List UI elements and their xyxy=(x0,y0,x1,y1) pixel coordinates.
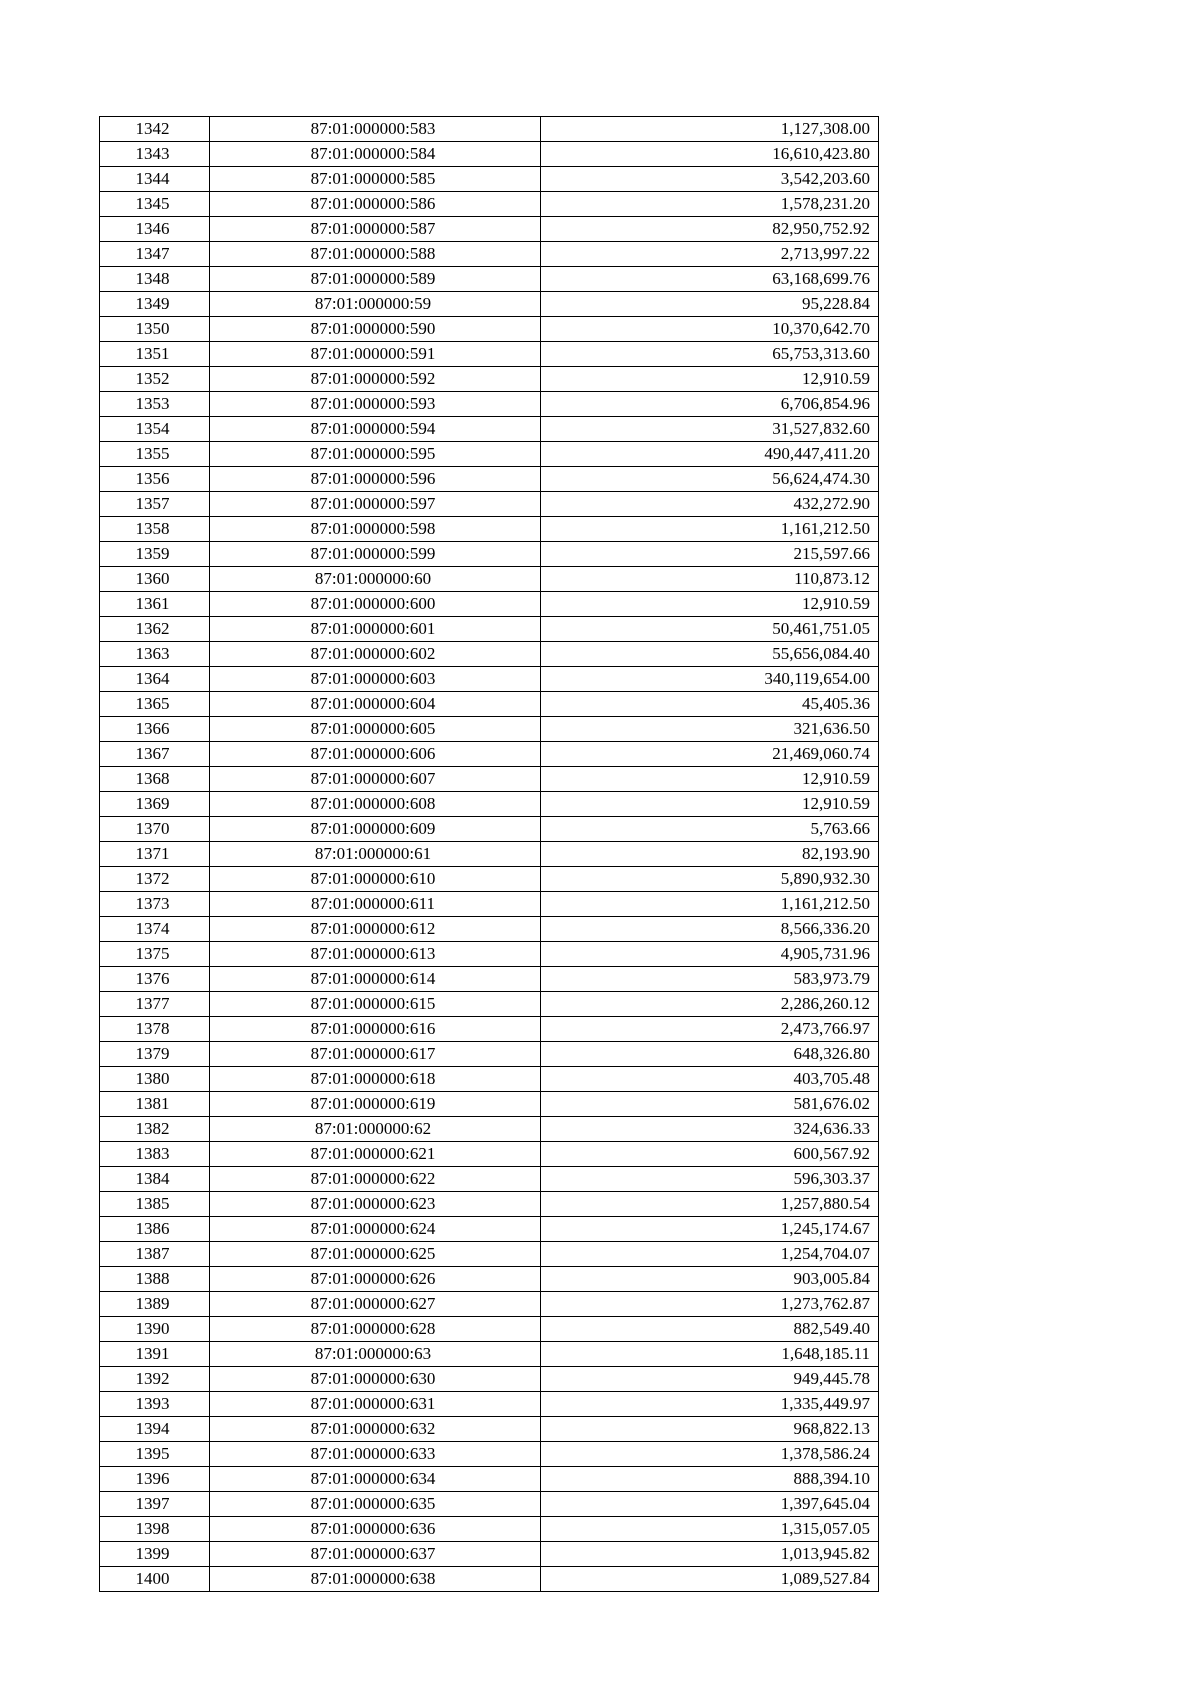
cadastral-value-cell: 6,706,854.96 xyxy=(541,392,879,417)
cadastral-value-cell: 648,326.80 xyxy=(541,1042,879,1067)
cadastral-value-cell: 21,469,060.74 xyxy=(541,742,879,767)
cadastral-number-cell: 87:01:000000:622 xyxy=(210,1167,541,1192)
row-number-cell: 1393 xyxy=(100,1392,210,1417)
cadastral-number-cell: 87:01:000000:597 xyxy=(210,492,541,517)
cadastral-number-cell: 87:01:000000:611 xyxy=(210,892,541,917)
table-row xyxy=(100,1367,879,1392)
row-number-cell: 1363 xyxy=(100,642,210,667)
cadastral-number-cell: 87:01:000000:635 xyxy=(210,1492,541,1517)
cadastral-number-cell: 87:01:000000:586 xyxy=(210,192,541,217)
cadastral-value-cell: 12,910.59 xyxy=(541,792,879,817)
row-number-cell: 1373 xyxy=(100,892,210,917)
cadastral-number-cell: 87:01:000000:627 xyxy=(210,1292,541,1317)
table-row xyxy=(100,1142,879,1167)
table-row xyxy=(100,1167,879,1192)
cadastral-value-cell: 10,370,642.70 xyxy=(541,317,879,342)
cadastral-value-cell: 56,624,474.30 xyxy=(541,467,879,492)
row-number-cell: 1343 xyxy=(100,142,210,167)
table-row xyxy=(100,492,879,517)
cadastral-value-cell: 1,273,762.87 xyxy=(541,1292,879,1317)
cadastral-value-cell: 600,567.92 xyxy=(541,1142,879,1167)
cadastral-value-cell: 110,873.12 xyxy=(541,567,879,592)
cadastral-value-cell: 2,286,260.12 xyxy=(541,992,879,1017)
cadastral-value-cell: 55,656,084.40 xyxy=(541,642,879,667)
row-number-cell: 1347 xyxy=(100,242,210,267)
cadastral-number-cell: 87:01:000000:638 xyxy=(210,1567,541,1592)
cadastral-value-cell: 1,127,308.00 xyxy=(541,117,879,142)
table-row xyxy=(100,442,879,467)
table-row xyxy=(100,117,879,142)
cadastral-number-cell: 87:01:000000:615 xyxy=(210,992,541,1017)
table-row xyxy=(100,742,879,767)
cadastral-number-cell: 87:01:000000:633 xyxy=(210,1442,541,1467)
cadastral-value-cell: 340,119,654.00 xyxy=(541,667,879,692)
table-row xyxy=(100,192,879,217)
row-number-cell: 1365 xyxy=(100,692,210,717)
cadastral-number-cell: 87:01:000000:607 xyxy=(210,767,541,792)
table-row xyxy=(100,1092,879,1117)
row-number-cell: 1378 xyxy=(100,1017,210,1042)
cadastral-value-cell: 596,303.37 xyxy=(541,1167,879,1192)
row-number-cell: 1371 xyxy=(100,842,210,867)
row-number-cell: 1370 xyxy=(100,817,210,842)
row-number-cell: 1384 xyxy=(100,1167,210,1192)
cadastral-number-cell: 87:01:000000:625 xyxy=(210,1242,541,1267)
cadastral-value-cell: 1,335,449.97 xyxy=(541,1392,879,1417)
table-row xyxy=(100,1492,879,1517)
row-number-cell: 1354 xyxy=(100,417,210,442)
cadastral-value-cell: 12,910.59 xyxy=(541,592,879,617)
table-row xyxy=(100,942,879,967)
cadastral-value-cell: 12,910.59 xyxy=(541,367,879,392)
table-row xyxy=(100,1542,879,1567)
cadastral-number-cell: 87:01:000000:617 xyxy=(210,1042,541,1067)
cadastral-value-cell: 1,315,057.05 xyxy=(541,1517,879,1542)
table-row xyxy=(100,167,879,192)
cadastral-number-cell: 87:01:000000:612 xyxy=(210,917,541,942)
cadastral-value-cell: 1,648,185.11 xyxy=(541,1342,879,1367)
row-number-cell: 1342 xyxy=(100,117,210,142)
row-number-cell: 1351 xyxy=(100,342,210,367)
row-number-cell: 1352 xyxy=(100,367,210,392)
cadastral-number-cell: 87:01:000000:590 xyxy=(210,317,541,342)
cadastral-number-cell: 87:01:000000:614 xyxy=(210,967,541,992)
row-number-cell: 1374 xyxy=(100,917,210,942)
row-number-cell: 1399 xyxy=(100,1542,210,1567)
row-number-cell: 1383 xyxy=(100,1142,210,1167)
cadastral-value-table xyxy=(99,116,879,1592)
row-number-cell: 1345 xyxy=(100,192,210,217)
row-number-cell: 1357 xyxy=(100,492,210,517)
cadastral-number-cell: 87:01:000000:585 xyxy=(210,167,541,192)
cadastral-value-cell: 31,527,832.60 xyxy=(541,417,879,442)
table-row xyxy=(100,1267,879,1292)
row-number-cell: 1360 xyxy=(100,567,210,592)
table-row xyxy=(100,542,879,567)
cadastral-value-cell: 12,910.59 xyxy=(541,767,879,792)
cadastral-number-cell: 87:01:000000:63 xyxy=(210,1342,541,1367)
cadastral-number-cell: 87:01:000000:608 xyxy=(210,792,541,817)
cadastral-value-cell: 5,890,932.30 xyxy=(541,867,879,892)
cadastral-number-cell: 87:01:000000:621 xyxy=(210,1142,541,1167)
row-number-cell: 1387 xyxy=(100,1242,210,1267)
cadastral-value-cell: 8,566,336.20 xyxy=(541,917,879,942)
cadastral-number-cell: 87:01:000000:609 xyxy=(210,817,541,842)
cadastral-number-cell: 87:01:000000:602 xyxy=(210,642,541,667)
cadastral-number-cell: 87:01:000000:606 xyxy=(210,742,541,767)
cadastral-value-cell: 1,254,704.07 xyxy=(541,1242,879,1267)
cadastral-number-cell: 87:01:000000:584 xyxy=(210,142,541,167)
cadastral-value-cell: 3,542,203.60 xyxy=(541,167,879,192)
table-row xyxy=(100,342,879,367)
table-row xyxy=(100,767,879,792)
cadastral-number-cell: 87:01:000000:594 xyxy=(210,417,541,442)
table-row xyxy=(100,292,879,317)
cadastral-value-cell: 1,397,645.04 xyxy=(541,1492,879,1517)
table-row xyxy=(100,1042,879,1067)
table-row xyxy=(100,817,879,842)
cadastral-number-cell: 87:01:000000:616 xyxy=(210,1017,541,1042)
cadastral-value-cell: 4,905,731.96 xyxy=(541,942,879,967)
cadastral-value-cell: 432,272.90 xyxy=(541,492,879,517)
cadastral-number-cell: 87:01:000000:632 xyxy=(210,1417,541,1442)
cadastral-number-cell: 87:01:000000:601 xyxy=(210,617,541,642)
table-row xyxy=(100,242,879,267)
row-number-cell: 1394 xyxy=(100,1417,210,1442)
cadastral-number-cell: 87:01:000000:605 xyxy=(210,717,541,742)
table-row xyxy=(100,1192,879,1217)
cadastral-number-cell: 87:01:000000:631 xyxy=(210,1392,541,1417)
row-number-cell: 1350 xyxy=(100,317,210,342)
cadastral-value-cell: 215,597.66 xyxy=(541,542,879,567)
row-number-cell: 1381 xyxy=(100,1092,210,1117)
table-row xyxy=(100,1392,879,1417)
cadastral-value-cell: 903,005.84 xyxy=(541,1267,879,1292)
cadastral-number-cell: 87:01:000000:593 xyxy=(210,392,541,417)
row-number-cell: 1348 xyxy=(100,267,210,292)
cadastral-value-cell: 82,950,752.92 xyxy=(541,217,879,242)
cadastral-value-cell: 490,447,411.20 xyxy=(541,442,879,467)
row-number-cell: 1395 xyxy=(100,1442,210,1467)
cadastral-value-cell: 2,713,997.22 xyxy=(541,242,879,267)
cadastral-number-cell: 87:01:000000:59 xyxy=(210,292,541,317)
row-number-cell: 1392 xyxy=(100,1367,210,1392)
row-number-cell: 1369 xyxy=(100,792,210,817)
row-number-cell: 1390 xyxy=(100,1317,210,1342)
table-row xyxy=(100,642,879,667)
cadastral-value-cell: 65,753,313.60 xyxy=(541,342,879,367)
row-number-cell: 1389 xyxy=(100,1292,210,1317)
row-number-cell: 1353 xyxy=(100,392,210,417)
table-body xyxy=(100,117,879,1592)
cadastral-value-cell: 1,161,212.50 xyxy=(541,517,879,542)
row-number-cell: 1358 xyxy=(100,517,210,542)
table-row xyxy=(100,142,879,167)
cadastral-number-cell: 87:01:000000:596 xyxy=(210,467,541,492)
table-row xyxy=(100,1242,879,1267)
table-row xyxy=(100,1017,879,1042)
cadastral-number-cell: 87:01:000000:610 xyxy=(210,867,541,892)
cadastral-value-cell: 1,378,586.24 xyxy=(541,1442,879,1467)
cadastral-number-cell: 87:01:000000:598 xyxy=(210,517,541,542)
cadastral-number-cell: 87:01:000000:619 xyxy=(210,1092,541,1117)
cadastral-value-cell: 50,461,751.05 xyxy=(541,617,879,642)
cadastral-number-cell: 87:01:000000:600 xyxy=(210,592,541,617)
cadastral-number-cell: 87:01:000000:613 xyxy=(210,942,541,967)
table-row xyxy=(100,417,879,442)
row-number-cell: 1346 xyxy=(100,217,210,242)
table-row xyxy=(100,692,879,717)
row-number-cell: 1359 xyxy=(100,542,210,567)
cadastral-number-cell: 87:01:000000:603 xyxy=(210,667,541,692)
cadastral-number-cell: 87:01:000000:626 xyxy=(210,1267,541,1292)
cadastral-number-cell: 87:01:000000:583 xyxy=(210,117,541,142)
row-number-cell: 1382 xyxy=(100,1117,210,1142)
table-row xyxy=(100,1217,879,1242)
table-row xyxy=(100,317,879,342)
cadastral-value-cell: 45,405.36 xyxy=(541,692,879,717)
table-row xyxy=(100,567,879,592)
cadastral-value-cell: 583,973.79 xyxy=(541,967,879,992)
cadastral-number-cell: 87:01:000000:604 xyxy=(210,692,541,717)
row-number-cell: 1344 xyxy=(100,167,210,192)
row-number-cell: 1400 xyxy=(100,1567,210,1592)
table-row xyxy=(100,892,879,917)
row-number-cell: 1367 xyxy=(100,742,210,767)
cadastral-value-cell: 5,763.66 xyxy=(541,817,879,842)
cadastral-number-cell: 87:01:000000:624 xyxy=(210,1217,541,1242)
cadastral-value-cell: 581,676.02 xyxy=(541,1092,879,1117)
table-row xyxy=(100,367,879,392)
cadastral-number-cell: 87:01:000000:591 xyxy=(210,342,541,367)
cadastral-value-cell: 1,245,174.67 xyxy=(541,1217,879,1242)
row-number-cell: 1388 xyxy=(100,1267,210,1292)
table-row xyxy=(100,1342,879,1367)
cadastral-number-cell: 87:01:000000:595 xyxy=(210,442,541,467)
cadastral-value-cell: 2,473,766.97 xyxy=(541,1017,879,1042)
row-number-cell: 1379 xyxy=(100,1042,210,1067)
table-row xyxy=(100,617,879,642)
row-number-cell: 1377 xyxy=(100,992,210,1017)
row-number-cell: 1398 xyxy=(100,1517,210,1542)
cadastral-number-cell: 87:01:000000:589 xyxy=(210,267,541,292)
cadastral-value-cell: 968,822.13 xyxy=(541,1417,879,1442)
row-number-cell: 1386 xyxy=(100,1217,210,1242)
cadastral-number-cell: 87:01:000000:636 xyxy=(210,1517,541,1542)
table-row xyxy=(100,1567,879,1592)
cadastral-value-cell: 82,193.90 xyxy=(541,842,879,867)
table-row xyxy=(100,392,879,417)
cadastral-value-cell: 882,549.40 xyxy=(541,1317,879,1342)
table-row xyxy=(100,1067,879,1092)
table-row xyxy=(100,1292,879,1317)
cadastral-value-cell: 16,610,423.80 xyxy=(541,142,879,167)
row-number-cell: 1356 xyxy=(100,467,210,492)
table-row xyxy=(100,917,879,942)
row-number-cell: 1391 xyxy=(100,1342,210,1367)
row-number-cell: 1396 xyxy=(100,1467,210,1492)
row-number-cell: 1366 xyxy=(100,717,210,742)
table-row xyxy=(100,1517,879,1542)
cadastral-number-cell: 87:01:000000:628 xyxy=(210,1317,541,1342)
row-number-cell: 1349 xyxy=(100,292,210,317)
cadastral-number-cell: 87:01:000000:623 xyxy=(210,1192,541,1217)
cadastral-value-cell: 95,228.84 xyxy=(541,292,879,317)
cadastral-value-cell: 1,578,231.20 xyxy=(541,192,879,217)
cadastral-value-cell: 1,161,212.50 xyxy=(541,892,879,917)
table-row xyxy=(100,1467,879,1492)
cadastral-number-cell: 87:01:000000:634 xyxy=(210,1467,541,1492)
table-row xyxy=(100,592,879,617)
cadastral-number-cell: 87:01:000000:592 xyxy=(210,367,541,392)
table-row xyxy=(100,792,879,817)
row-number-cell: 1355 xyxy=(100,442,210,467)
cadastral-number-cell: 87:01:000000:60 xyxy=(210,567,541,592)
table-row xyxy=(100,1442,879,1467)
table-row xyxy=(100,842,879,867)
row-number-cell: 1375 xyxy=(100,942,210,967)
table-row xyxy=(100,217,879,242)
table-row xyxy=(100,867,879,892)
cadastral-number-cell: 87:01:000000:630 xyxy=(210,1367,541,1392)
cadastral-value-cell: 888,394.10 xyxy=(541,1467,879,1492)
table-row xyxy=(100,517,879,542)
cadastral-value-cell: 1,257,880.54 xyxy=(541,1192,879,1217)
cadastral-number-cell: 87:01:000000:587 xyxy=(210,217,541,242)
cadastral-value-cell: 321,636.50 xyxy=(541,717,879,742)
table-row xyxy=(100,717,879,742)
cadastral-value-cell: 1,089,527.84 xyxy=(541,1567,879,1592)
table-row xyxy=(100,1417,879,1442)
table-row xyxy=(100,667,879,692)
row-number-cell: 1385 xyxy=(100,1192,210,1217)
row-number-cell: 1397 xyxy=(100,1492,210,1517)
cadastral-value-cell: 403,705.48 xyxy=(541,1067,879,1092)
row-number-cell: 1361 xyxy=(100,592,210,617)
cadastral-number-cell: 87:01:000000:61 xyxy=(210,842,541,867)
row-number-cell: 1376 xyxy=(100,967,210,992)
cadastral-number-cell: 87:01:000000:637 xyxy=(210,1542,541,1567)
cadastral-number-cell: 87:01:000000:62 xyxy=(210,1117,541,1142)
cadastral-number-cell: 87:01:000000:618 xyxy=(210,1067,541,1092)
row-number-cell: 1372 xyxy=(100,867,210,892)
row-number-cell: 1364 xyxy=(100,667,210,692)
row-number-cell: 1362 xyxy=(100,617,210,642)
table-row xyxy=(100,267,879,292)
cadastral-number-cell: 87:01:000000:599 xyxy=(210,542,541,567)
table-row xyxy=(100,992,879,1017)
table-row xyxy=(100,467,879,492)
cadastral-value-cell: 1,013,945.82 xyxy=(541,1542,879,1567)
cadastral-value-cell: 63,168,699.76 xyxy=(541,267,879,292)
cadastral-number-cell: 87:01:000000:588 xyxy=(210,242,541,267)
cadastral-value-cell: 949,445.78 xyxy=(541,1367,879,1392)
table-row xyxy=(100,967,879,992)
table-row xyxy=(100,1317,879,1342)
row-number-cell: 1368 xyxy=(100,767,210,792)
row-number-cell: 1380 xyxy=(100,1067,210,1092)
cadastral-value-cell: 324,636.33 xyxy=(541,1117,879,1142)
table-row xyxy=(100,1117,879,1142)
